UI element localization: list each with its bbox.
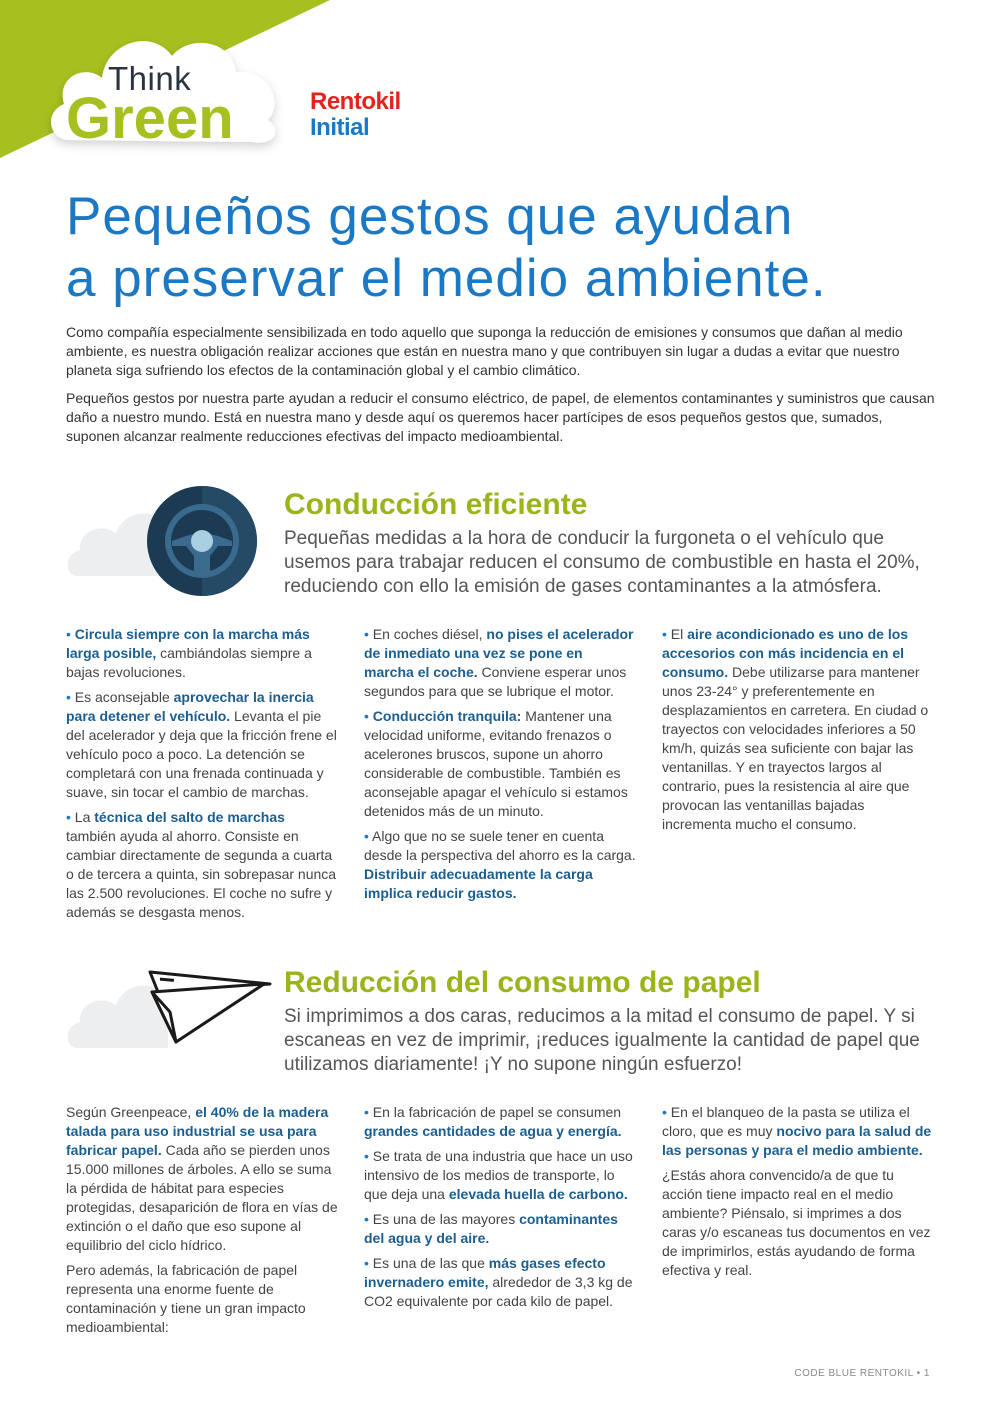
list-item: • Es una de las mayores contaminantes del agua y del aire. [364, 1211, 618, 1246]
list-item: • Conducción tranquila: Mantener una velocidad uniforme, evitando frenazos o acelerones bruscos, supone un ahorro considerable de combustible. También es aconsejable apagar el vehículo si estamos detenidos más de un minuto. [364, 708, 628, 819]
brand-green: Green [66, 86, 234, 151]
list-item: • En coches diésel, no pises el acelerador de inmediato una vez se pone en marcha el coche. Conviene esperar unos segundos para que se lubrique el motor. [364, 626, 634, 699]
brand-think: Think [108, 60, 192, 97]
paragraph: Pero además, la fabricación de papel representa una enorme fuente de contaminación y tiene un gran impacto medioambiental: [66, 1262, 306, 1335]
conduccion-column-2 [364, 625, 636, 909]
papel-column-2 [364, 1103, 636, 1317]
bullet-icon: • [66, 689, 75, 705]
intro-paragraph-1: Como compañía especialmente sensibilizada en todo aquello que suponga la reducción de emisiones y consumos que dañan al medio ambiente, es nuestra obligación realizar acciones que están en nuestra mano y que contribuyen sin lugar a dudas a evitar que nuestro planeta siga sufriendo los efectos de la contaminación global y el cambio climático. [66, 324, 903, 378]
bullet-icon: • [66, 809, 75, 825]
bullet-icon: • [364, 1255, 373, 1271]
bullet-icon: • [364, 708, 373, 724]
bullet-icon: • [364, 626, 373, 642]
list-item: • Se trata de una industria que hace un uso intensivo de los medios de transporte, lo que deja una elevada huella de carbono. [364, 1148, 633, 1202]
page-footer: CODE BLUE RENTOKIL • 1 [794, 1368, 930, 1379]
list-item: • En el blanqueo de la pasta se utiliza el cloro, que es muy nocivo para la salud de las personas y para el medio ambiente. [662, 1104, 932, 1158]
list-item: • Circula siempre con la marcha más larga posible, cambiándolas siempre a bajas revoluciones. [66, 626, 312, 680]
page-title-line2: a preservar el medio ambiente. [66, 249, 827, 308]
list-item: • El aire acondicionado es uno de los accesorios con más incidencia en el consumo. Debe utilizarse para mantener unos 23-24° y preferentemente en desplazamientos en carretera. En ciudad o trayectos con velocidades inferiores a 50 km/h, quizás sea suficiente con bajar las ventanillas. Y en trayectos largos al contrario, pues la resistencia al aire que provocan las ventanillas bajadas incrementa mucho el consumo. [662, 626, 929, 832]
list-item: • La técnica del salto de marchas también ayuda al ahorro. Consiste en cambiar directamente de segunda a cuarta o de tercera a quinta, sin sobrepasar nunca las 2.500 revoluciones. El coche no sufre y además se desgasta menos. [66, 809, 337, 920]
paper-plane-icon [64, 964, 274, 1064]
list-item: • Es una de las que más gases efecto invernadero emite, alrededor de 3,3 kg de CO2 equivalente por cada kilo de papel. [364, 1255, 633, 1309]
list-item: • Algo que no se suele tener en cuenta desde la perspectiva del ahorro es la carga. Distribuir adecuadamente la carga implica reducir gastos. [364, 828, 636, 901]
bullet-icon: • [66, 626, 75, 642]
intro-paragraph-2: Pequeños gestos por nuestra parte ayudan a reducir el consumo eléctrico, de papel, de elementos contaminantes y suministros que causan daño a nuestro mundo. Está en nuestra mano y desde aquí os queremos hacer partícipes de esos pequeños gestos que, sumados, suponen alcanzar realmente reducciones efectivas del impacto medioambiental. [66, 390, 935, 444]
list-item: • Es aconsejable aprovechar la inercia para detener el vehículo. Levanta el pie del acelerador y deja que la fricción frene el vehículo poco a poco. La detención se completará con una frenada continuada y suave, sin tocar el cambio de marchas. [66, 689, 337, 800]
bullet-icon: • [662, 626, 671, 642]
bullet-icon: • [364, 828, 373, 844]
bullet-icon: • [364, 1104, 373, 1120]
section-title-conduccion: Conducción eficiente [284, 488, 588, 521]
page-title-line1: Pequeños gestos que ayudan [66, 187, 794, 246]
papel-column-3 [662, 1103, 934, 1286]
paragraph: Según Greenpeace, el 40% de la madera talada para uso industrial se usa para fabricar papel. Cada año se pierden unos 15.000 millones de árboles. A ello se suma la pérdida de hábitat para especies protegidas, desaparición de flora en vías de extinción o el daño que eso supone al equilibrio del ciclo hídrico. [66, 1104, 338, 1253]
section-title-papel: Reducción del consumo de papel [284, 966, 761, 999]
company-logo-line2: Initial [310, 114, 370, 141]
section-lead-papel: Si imprimimos a dos caras, reducimos a la mitad el consumo de papel. Y si escaneas en vez de imprimir, ¡reduces igualmente la cantidad de papel que utilizamos diariamente! ¡Y no supone ningún esfuerzo! [284, 1006, 920, 1075]
conduccion-column-1 [66, 625, 338, 928]
steering-wheel-icon [64, 484, 274, 600]
list-item: • En la fabricación de papel se consumen grandes cantidades de agua y energía. [364, 1104, 622, 1139]
company-logo-line1: Rentokil [310, 88, 401, 115]
section-lead-conduccion: Pequeñas medidas a la hora de conducir la furgoneta o el vehículo que usemos para trabajar reducen el consumo de combustible en hasta el 20%, reduciendo con ello la emisión de gases contaminantes a la atmósfera. [284, 528, 920, 597]
conduccion-column-3 [662, 625, 934, 840]
paragraph: ¿Estás ahora convencido/a de que tu acción tiene impacto real en el medio ambiente? Piénsalo, si imprimes a dos caras y/o escaneas tus documentos en vez de imprimirlos, estás ayudando de forma efectiva y real. [662, 1167, 931, 1278]
page-title [66, 186, 966, 310]
bullet-icon: • [364, 1211, 373, 1227]
papel-column-1 [66, 1103, 338, 1343]
bullet-icon: • [662, 1104, 671, 1120]
bullet-icon: • [364, 1148, 373, 1164]
